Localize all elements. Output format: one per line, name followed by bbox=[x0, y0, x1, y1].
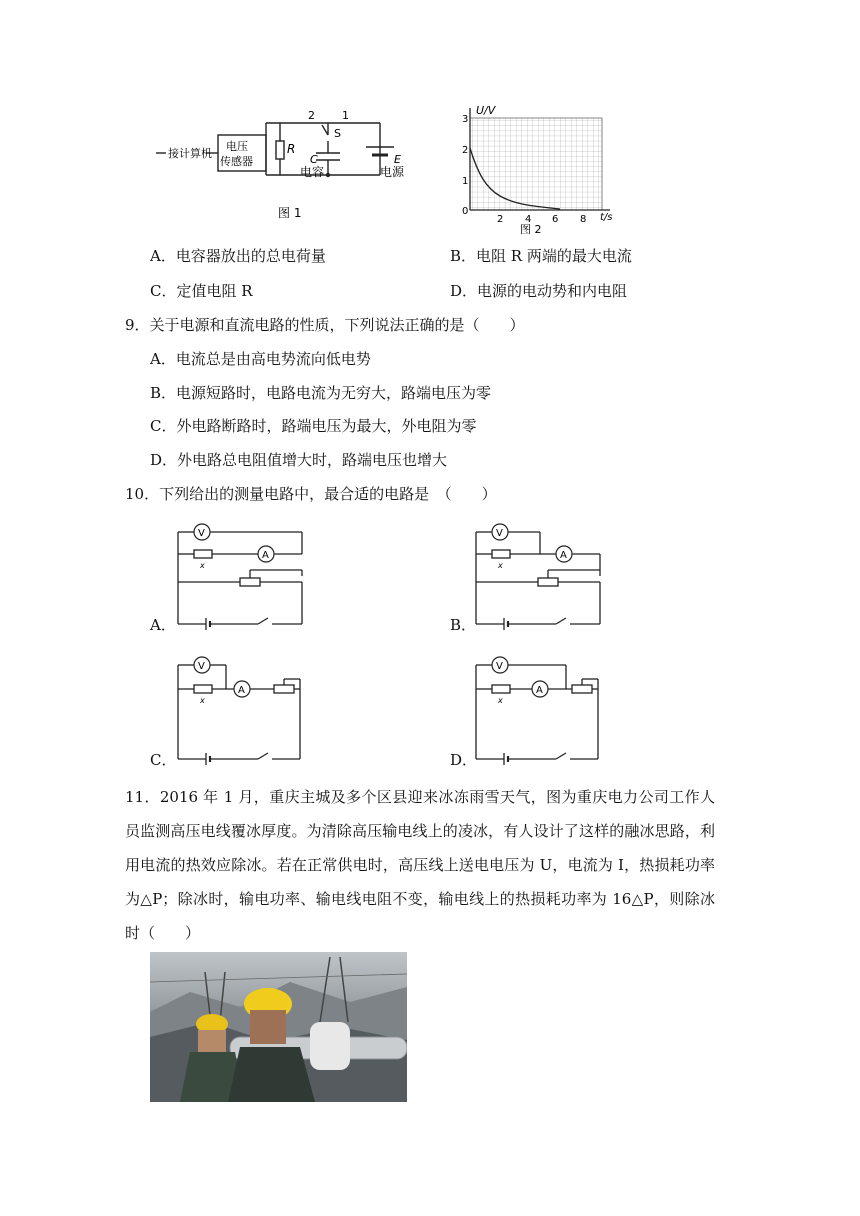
q9-option-d: D．外电路总电阻值增大时，路端电压也增大 bbox=[150, 451, 448, 469]
q10b-ammeter-label: A bbox=[560, 550, 567, 561]
y-tick-3: 3 bbox=[462, 114, 469, 125]
q10c-voltmeter-label: V bbox=[198, 661, 205, 672]
q10d-ammeter-label: A bbox=[536, 685, 543, 696]
switch-label: S bbox=[334, 127, 341, 140]
q10-circuit-a bbox=[170, 518, 310, 630]
figure-2-graph bbox=[450, 100, 620, 235]
q10-circuit-b bbox=[468, 518, 608, 630]
q10a-ammeter-label: A bbox=[262, 550, 269, 561]
y-tick-1: 1 bbox=[462, 176, 469, 187]
ice-inspection-photo bbox=[150, 952, 407, 1102]
resistor-label: R bbox=[287, 142, 296, 156]
q9-option-c: C．外电路断路时，路端电压为最大，外电阻为零 bbox=[150, 417, 477, 435]
source-label: 电源 bbox=[380, 165, 405, 179]
x-tick-2: 2 bbox=[497, 214, 504, 225]
figure-1-circuit bbox=[150, 105, 410, 225]
q10d-rx-label: x bbox=[498, 696, 503, 705]
terminal-1-label: 1 bbox=[342, 109, 349, 122]
q10-option-c: C． bbox=[150, 751, 177, 769]
computer-label: 接计算机 bbox=[168, 147, 212, 160]
q9-stem: 9．关于电源和直流电路的性质，下列说法正确的是（ ） bbox=[125, 316, 525, 334]
sensor-label-1: 电压 bbox=[226, 140, 248, 153]
q10c-ammeter-label: A bbox=[238, 685, 245, 696]
q10-option-a: A． bbox=[150, 616, 176, 634]
q10-option-b: B． bbox=[450, 616, 477, 634]
capacitor-label: 电容 bbox=[300, 165, 325, 179]
q10a-rx-label: x bbox=[200, 561, 205, 570]
q10-circuit-d bbox=[468, 653, 608, 765]
source-symbol-label: E bbox=[394, 153, 401, 166]
q10-stem: 10．下列给出的测量电路中，最合适的电路是 （ ） bbox=[125, 485, 497, 503]
q9-option-b: B．电源短路时，电路电流为无穷大，路端电压为零 bbox=[150, 384, 492, 402]
q8-option-d: D．电源的电动势和内电阻 bbox=[450, 282, 628, 300]
q10d-voltmeter-label: V bbox=[496, 661, 503, 672]
q10b-voltmeter-label: V bbox=[496, 528, 503, 539]
figure-1-caption: 图 1 bbox=[278, 206, 302, 220]
terminal-2-label: 2 bbox=[308, 109, 315, 122]
q10-option-d: D． bbox=[450, 751, 478, 769]
x-tick-8: 8 bbox=[580, 214, 587, 225]
q8-option-a: A．电容器放出的总电荷量 bbox=[150, 247, 326, 265]
photo-illustration bbox=[150, 952, 407, 1102]
x-tick-6: 6 bbox=[552, 214, 559, 225]
q10a-voltmeter-label: V bbox=[198, 528, 205, 539]
q8-option-c: C．定值电阻 R bbox=[150, 282, 253, 300]
q8-option-b: B．电阻 R 两端的最大电流 bbox=[450, 247, 632, 265]
q9-option-a: A．电流总是由高电势流向低电势 bbox=[150, 350, 371, 368]
sensor-label-2: 传感器 bbox=[220, 155, 253, 168]
q10b-rx-label: x bbox=[498, 561, 503, 570]
y-axis-label: U/V bbox=[476, 104, 496, 117]
q10-circuit-c bbox=[170, 653, 310, 765]
q10c-rx-label: x bbox=[200, 696, 205, 705]
capacitor-symbol-label: C bbox=[310, 153, 318, 166]
figure-2-caption: 图 2 bbox=[520, 223, 542, 235]
x-tick-4: 4 bbox=[525, 214, 532, 225]
q11-text: 11．2016 年 1 月，重庆主城及多个区县迎来冰冻雨雪天气，图为重庆电力公司工作人员监测高压电线覆冰厚度。为清除高压输电线上的凌冰，有人设计了这样的融冰思路，利用电流的热效应除冰。若在正常供电时，高压线上送电电压为 U，电流为 I，热损耗功率为△P；除冰时，输电功率、输电线电阻不变，输电线上的热损耗功率为 16△P，则除冰时（ ） bbox=[125, 788, 715, 942]
y-tick-0: 0 bbox=[462, 206, 469, 217]
y-tick-2: 2 bbox=[462, 145, 469, 156]
x-axis-label: t/s bbox=[600, 212, 613, 223]
